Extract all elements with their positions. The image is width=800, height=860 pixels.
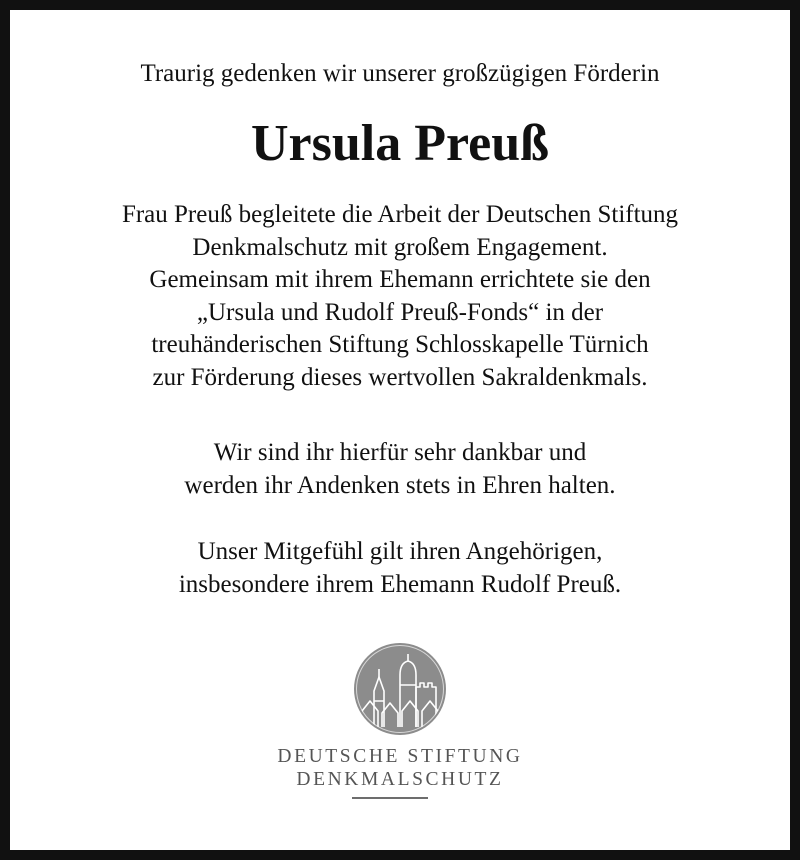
foundation-logo: [10, 641, 790, 737]
text-line: Denkmalschutz mit großem Engagement.: [192, 233, 608, 261]
text-line: Unser Mitgefühl gilt ihren Angehörigen,: [197, 538, 603, 565]
paragraph-gratitude: [10, 437, 790, 502]
text-line: Frau Preuß begleitete die Arbeit der Deutschen Stiftung: [121, 201, 679, 228]
paragraph-condolence: [10, 536, 790, 601]
text-line: Wir sind ihr hierfür sehr dankbar und: [213, 439, 587, 466]
text-line: „Ursula und Rudolf Preuß-Fonds“ in der: [196, 298, 604, 326]
text-line: treuhänderischen Stiftung Schlosskapelle Türnich: [151, 331, 649, 358]
text-line: insbesondere ihrem Ehemann Rudolf Preuß.: [178, 570, 622, 598]
deceased-name: Ursula Preuß: [250, 115, 550, 172]
divider-line: [352, 797, 428, 799]
foundation-name: [10, 745, 790, 791]
paragraph-tribute: [10, 199, 790, 394]
text-line: zur Förderung dieses wertvollen Sakraldenkmals.: [152, 363, 648, 391]
text-line: Gemeinsam mit ihrem Ehemann errichtete sie den: [149, 266, 651, 293]
foundation-name-line1: DEUTSCHE STIFTUNG: [277, 746, 523, 767]
foundation-name-line2: DENKMALSCHUTZ: [296, 769, 504, 790]
text-line: werden ihr Andenken stets in Ehren halten.: [184, 471, 616, 499]
intro-line: Traurig gedenken wir unserer großzügigen Förderin: [140, 60, 660, 87]
building-silhouette-icon: [352, 641, 448, 737]
